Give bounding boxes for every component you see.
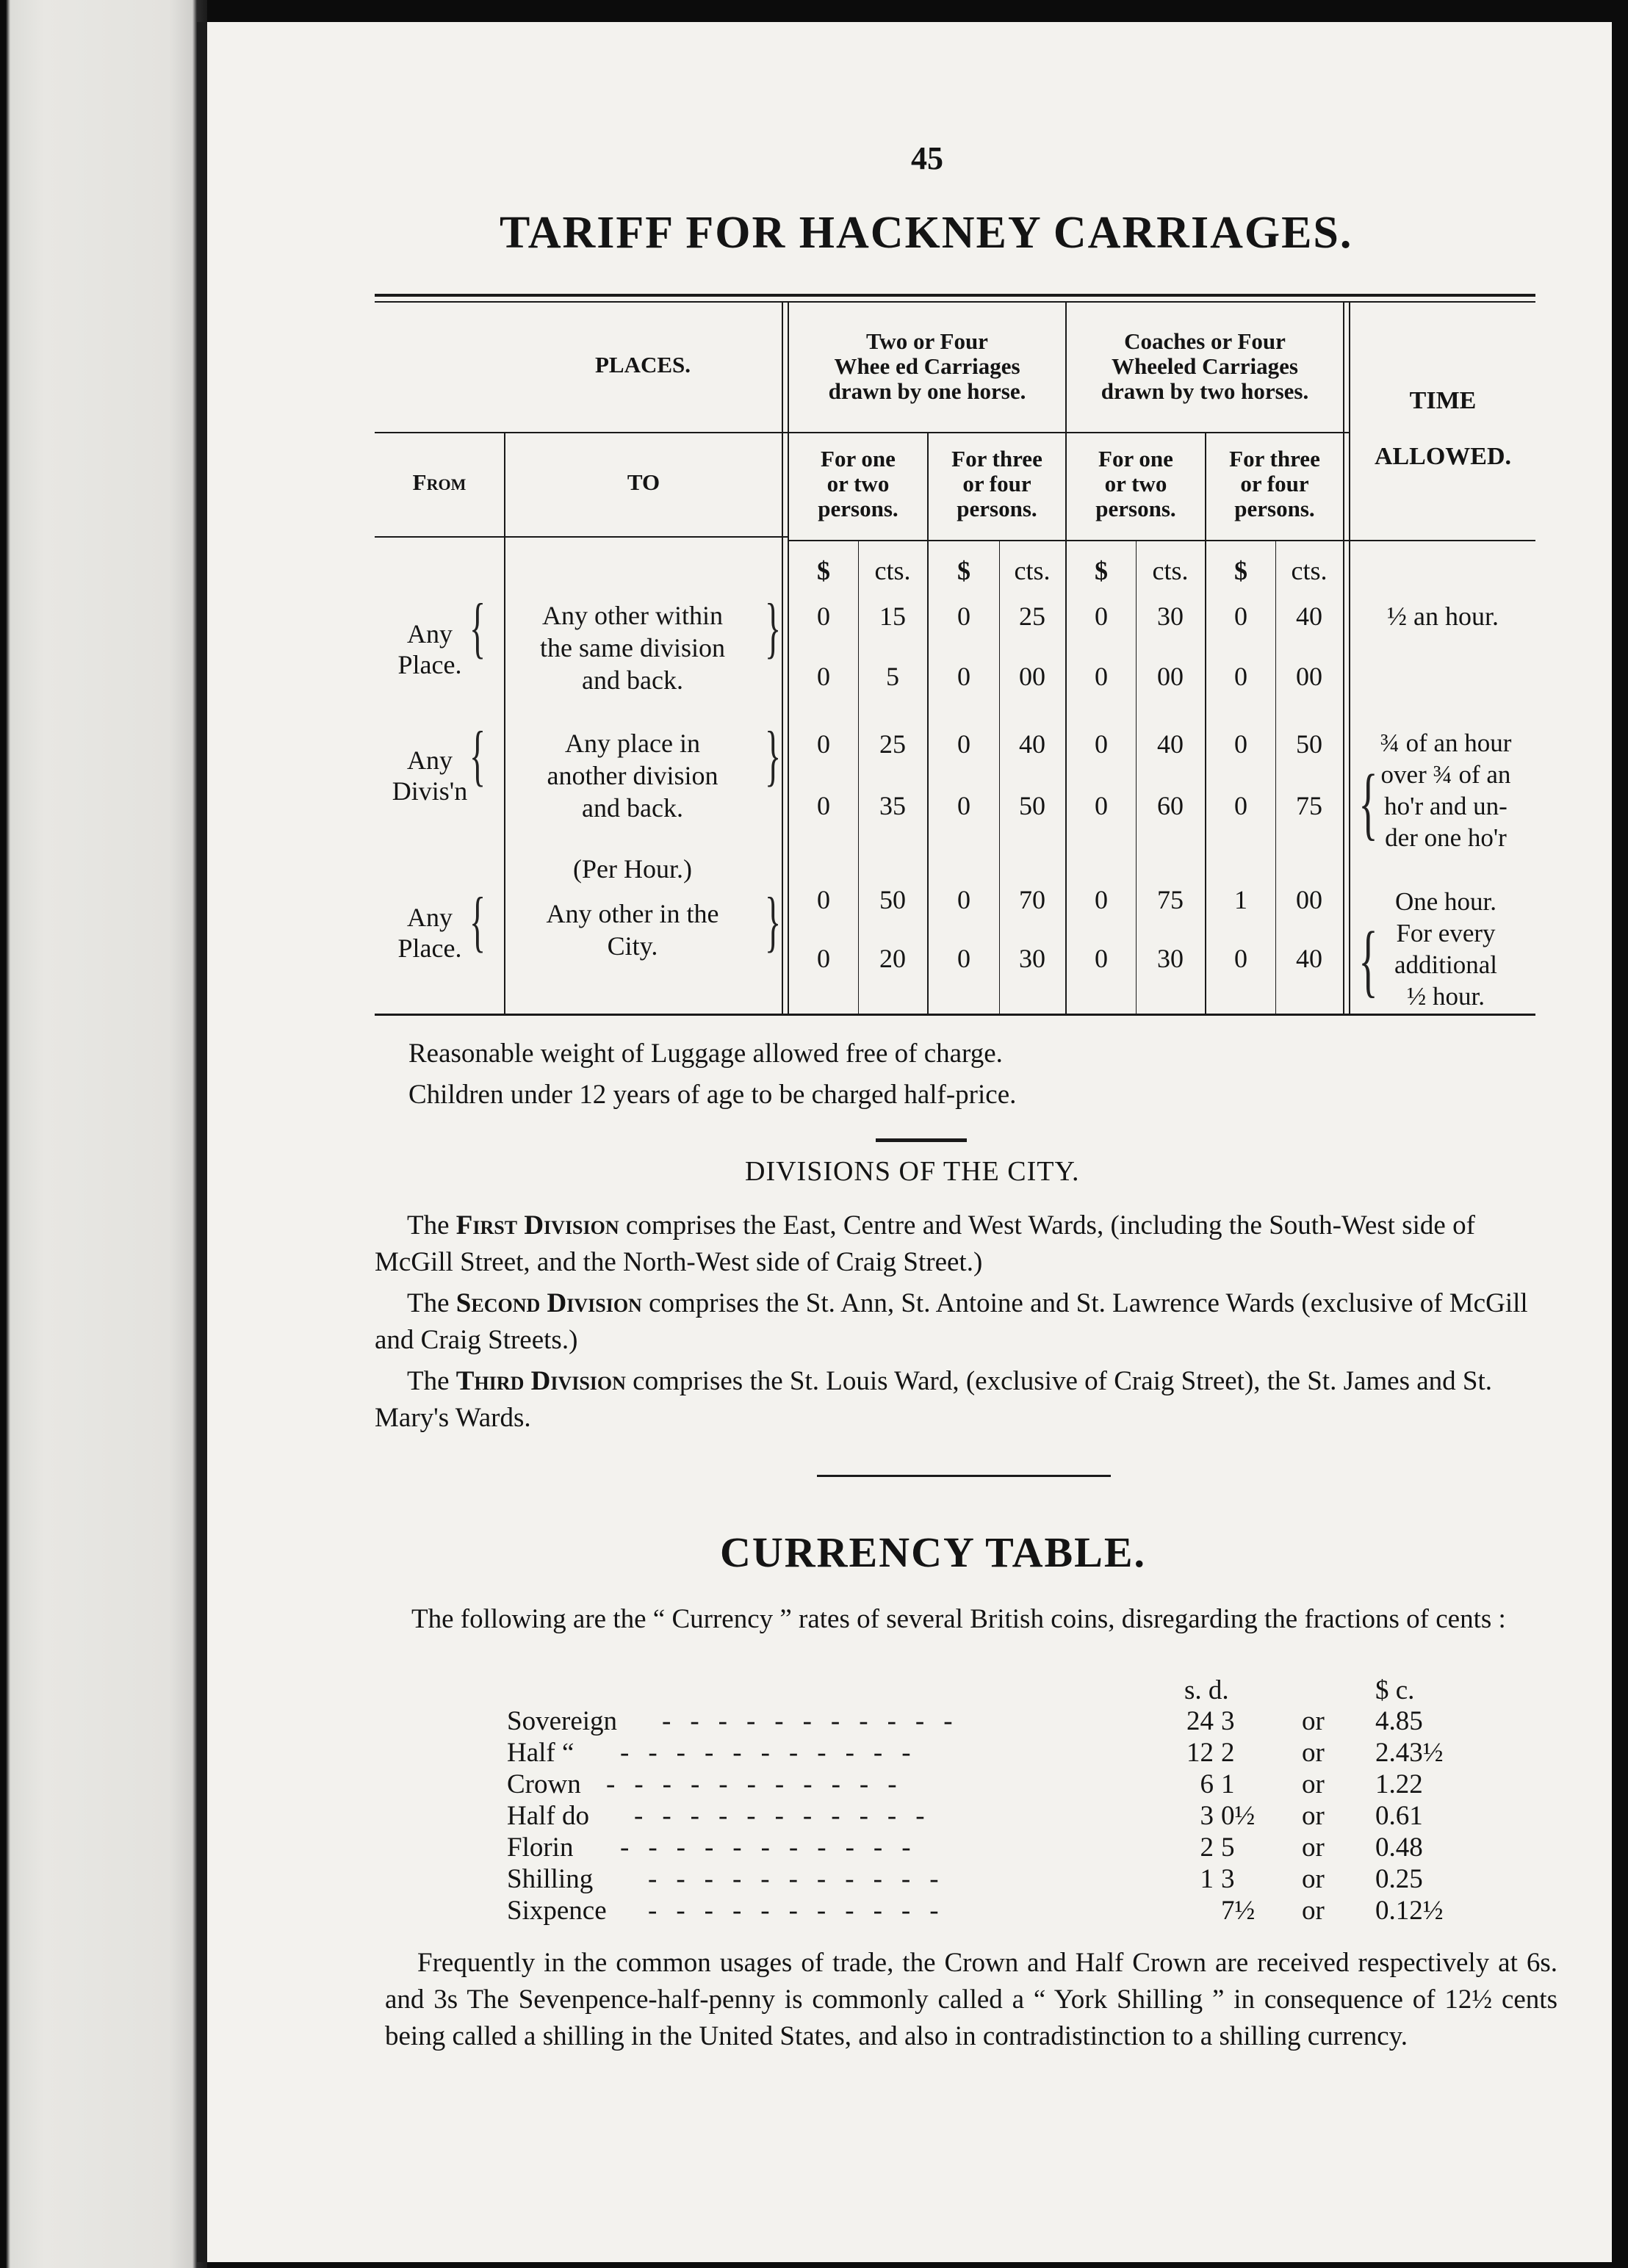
currency-heading: CURRENCY TABLE. [720,1528,1147,1576]
places-header: PLACES. [594,352,691,378]
pence: 0½ [1221,1801,1256,1831]
dollar-value: 2.43½ [1375,1738,1444,1768]
sub-header-2: For three or four persons. [951,446,1042,521]
rate-cell: 0 [957,602,970,631]
rate-cell: 0 [957,729,970,759]
rate-cell: 75 [1157,885,1184,914]
from-place-3: Any Place. [397,903,462,963]
coin-name: Florin [507,1832,574,1863]
currency-footer: Frequently in the common usages of trade, the Crown and Half Crown are received respectively at 6s. and 3s The Sevenpence-half-penny is commonly called a “ York Shilling ” in consequence of 12½ cents being called a shilling in the United States, and also in contradistinction to a shilling currency. [385,1948,1557,2051]
time-3: One hour. For every additional ½ hour. [1394,887,1497,1011]
binding-edge [197,22,206,2262]
to-header: TO [627,469,660,495]
from-place-1: Any Place. [397,619,462,679]
leader-dots: ----------- [606,1769,916,1799]
rate-cell: 0 [1095,729,1108,759]
coin-name: Sovereign [507,1706,618,1736]
rate-cell: 30 [1157,602,1184,631]
leader-dots: ----------- [634,1801,944,1831]
rate-cell: 0 [817,662,830,691]
rate-cell: 50 [879,885,906,914]
or-word: or [1302,1706,1325,1736]
rate-cell: 0 [1095,662,1108,691]
unit-dollar: $ [817,556,830,585]
unit-cents: cts. [1152,556,1189,585]
rate-cell: 0 [957,791,970,820]
rate-cell: 40 [1157,729,1184,759]
brace: } [765,718,782,792]
coin-name: Sixpence [507,1896,607,1926]
rate-cell: 0 [957,885,970,914]
sub-header-4: For three or four persons. [1229,446,1320,521]
coin-name: Half do [507,1801,589,1831]
rate-cell: 0 [957,662,970,691]
pence: 7½ [1221,1896,1256,1926]
rate-cell: 50 [1019,791,1045,820]
brace: { [1358,758,1378,848]
dollar-value: 0.25 [1375,1864,1423,1894]
dollar-value: 4.85 [1375,1706,1423,1736]
rate-cell: 00 [1296,662,1322,691]
coin-name: Half “ [507,1738,575,1768]
pence: 3 [1221,1706,1235,1736]
rate-cell: 70 [1019,885,1045,914]
from-header: From [412,469,467,495]
rate-cell: 60 [1157,791,1184,820]
rate-cell: 00 [1296,885,1322,914]
or-word: or [1302,1801,1325,1831]
rate-cell: 0 [1234,944,1247,973]
sub-header-3: For one or two persons. [1095,446,1176,521]
sub-header-1: For one or two persons. [818,446,898,521]
leader-dots: ----------- [648,1864,958,1894]
rate-cell: 0 [817,944,830,973]
leader-dots: ----------- [648,1896,958,1926]
currency-intro: The following are the “ Currency ” rates of several British coins, disregarding the fractions of cents : [411,1604,1506,1634]
scan-right-border [1612,0,1628,2268]
destination-3: Any other in the City. [546,899,719,961]
rate-cell: 25 [1019,602,1045,631]
third-division: The Third Division comprises the St. Louis Ward, (exclusive of Craig Street), the St. James and St. Mary's Wards. [375,1366,1493,1433]
shillings: 12 [1186,1738,1214,1768]
rate-cell: 40 [1296,944,1322,973]
rate-cell: 40 [1019,729,1045,759]
or-word: or [1302,1864,1325,1894]
rate-cell: 40 [1296,602,1322,631]
brace: } [765,590,782,665]
rate-cell: 20 [879,944,906,973]
brace: { [469,884,486,958]
shillings: 3 [1200,1801,1214,1831]
dollar-value: 0.61 [1375,1801,1423,1831]
divisions-heading: DIVISIONS OF THE CITY. [745,1156,1080,1187]
shillings: 24 [1186,1706,1214,1736]
brace: { [1358,915,1378,1005]
rate-cell: 0 [1234,662,1247,691]
rate-cell: 00 [1157,662,1184,691]
unit-dollar: $ [1234,556,1247,585]
second-division: The Second Division comprises the St. Ann, St. Antoine and St. Lawrence Wards (exclusive of McGill and Craig Streets.) [375,1288,1528,1355]
dollar-value: 0.12½ [1375,1896,1444,1926]
sd-header: s. d. [1184,1675,1229,1705]
rate-cell: 15 [879,602,906,631]
shillings: 1 [1200,1864,1214,1894]
pence: 1 [1221,1769,1235,1799]
section-rule [817,1475,1111,1477]
two-horse-header: Coaches or Four Wheeled Carriages drawn by two horses. [1101,328,1309,404]
leader-dots: ----------- [662,1706,972,1736]
dollar-value: 1.22 [1375,1769,1423,1799]
brace: { [469,590,486,665]
page-number: 45 [911,140,943,176]
rate-cell: 25 [879,729,906,759]
rate-cell: 0 [1095,791,1108,820]
dc-header: $ c. [1375,1675,1415,1705]
from-division-2: Any Divis'n [392,745,468,806]
children-note: Children under 12 years of age to be charged half-price. [408,1080,1017,1110]
pence: 2 [1221,1738,1235,1768]
rate-cell: 1 [1234,885,1247,914]
dollar-value: 0.48 [1375,1832,1423,1863]
unit-cents: cts. [1291,556,1328,585]
rate-cell: 0 [1095,602,1108,631]
or-word: or [1302,1769,1325,1799]
rate-cell: 0 [957,944,970,973]
rate-cell: 00 [1019,662,1045,691]
luggage-note: Reasonable weight of Luggage allowed free of charge. [408,1039,1003,1069]
rate-cell: 0 [1234,602,1247,631]
unit-dollar: $ [957,556,970,585]
scan-top-border [0,0,1628,22]
leader-dots: ----------- [620,1738,930,1768]
unit-dollar: $ [1095,556,1108,585]
rate-cell: 0 [817,885,830,914]
book-gutter [0,0,207,2268]
rate-cell: 0 [817,791,830,820]
rate-cell: 75 [1296,791,1322,820]
tariff-title: TARIFF FOR HACKNEY CARRIAGES. [500,208,1353,258]
or-word: or [1302,1896,1325,1926]
or-word: or [1302,1832,1325,1863]
destination-2: Any place in another division and back. [547,729,718,823]
destination-1: Any other within the same division and back. [540,601,725,695]
rate-cell: 0 [1234,729,1247,759]
pence: 3 [1221,1864,1235,1894]
or-word: or [1302,1738,1325,1768]
unit-cents: cts. [1014,556,1051,585]
time-1: ½ an hour. [1387,602,1499,631]
rate-cell: 5 [886,662,899,691]
leader-dots: ----------- [620,1832,930,1863]
rate-cell: 0 [1095,885,1108,914]
per-hour-note: (Per Hour.) [573,854,692,884]
shillings: 6 [1200,1769,1214,1799]
brace: { [469,718,486,792]
rate-cell: 30 [1157,944,1184,973]
coin-name: Shilling [507,1864,594,1894]
rate-cell: 35 [879,791,906,820]
time-2: ¾ of an hour over ¾ of an ho'r and un- der one ho'r [1380,729,1512,852]
pence: 5 [1221,1832,1235,1863]
brace: } [765,884,782,958]
time-allowed-header: TIME ALLOWED. [1374,387,1512,470]
section-rule [876,1138,967,1142]
unit-cents: cts. [874,556,911,585]
rate-cell: 0 [817,729,830,759]
coin-name: Crown [507,1769,581,1799]
shillings: 2 [1200,1832,1214,1863]
rate-cell: 0 [1095,944,1108,973]
one-horse-header: Two or Four Whee ed Carriages drawn by one horse. [828,328,1026,404]
rate-cell: 0 [1234,791,1247,820]
first-division: The First Division comprises the East, Centre and West Wards, (including the South-West side of McGill Street, and the North-West side of Craig Street.) [375,1210,1475,1277]
rate-cell: 30 [1019,944,1045,973]
rate-cell: 50 [1296,729,1322,759]
rate-cell: 0 [817,602,830,631]
